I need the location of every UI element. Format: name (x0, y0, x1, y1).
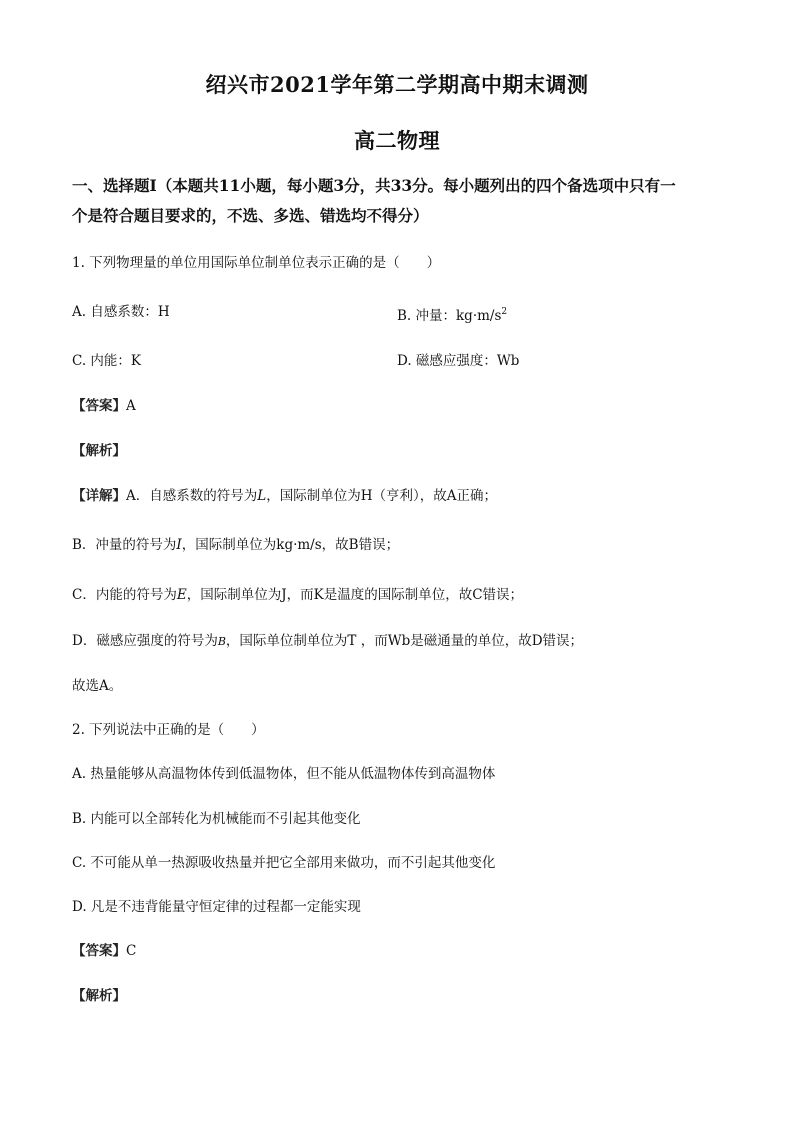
detail-c-text-2: ，国际制单位为J，而K是温度的国际制单位，故C错误； (186, 587, 524, 603)
question-1-analysis-label (72, 441, 126, 461)
question-1-option-d: D. 磁感应强度：Wb (397, 353, 520, 369)
question-1-option-c: C. 内能：K (72, 353, 142, 369)
option-b-superscript: 2 (501, 307, 508, 317)
detail-b-text: B．冲量的符号为 (72, 537, 177, 553)
detail-b-text-2: ，国际制单位为 (181, 537, 277, 553)
symbol-i: I (176, 537, 182, 553)
question-1-stem: 1. 下列物理量的单位用国际单位制单位表示正确的是（ ） (72, 255, 441, 271)
question-1-option-b (397, 302, 507, 326)
symbol-e: E (176, 587, 187, 603)
question-2-option-d: D. 凡是不违背能量守恒定律的过程都一定能实现 (72, 899, 361, 915)
detail-c-text: C．内能的符号为 (72, 587, 177, 603)
question-2-stem: 2. 下列说法中正确的是（ ） (72, 722, 265, 738)
detail-d-text-2: ，国际单位制单位为T ，而Wb是磁通量的单位，故D错误； (225, 633, 584, 649)
unit-kgms: kg·m/s (276, 537, 322, 553)
symbol-b: B (217, 635, 226, 648)
question-2-analysis-label (72, 986, 126, 1006)
question-1-answer (72, 396, 136, 416)
answer-value: C (126, 943, 137, 959)
section-heading-line-1: 一、选择题Ⅰ（本题共11小题，每小题3分，共33分。每小题列出的四个备选项中只有一 (72, 176, 676, 195)
symbol-l: L (257, 488, 267, 504)
detail-b-text-3: ，故B错误； (321, 537, 400, 553)
question-2-answer (72, 941, 136, 961)
answer-value: A (126, 398, 136, 414)
question-2-option-a: A. 热量能够从高温物体传到低温物体，但不能从低温物体传到高温物体 (72, 766, 496, 782)
detail-a-text-2: ，国际制单位为H（亨利），故A正确； (266, 488, 497, 504)
page-subtitle: 高二物理 (354, 128, 440, 153)
question-2-option-c: C. 不可能从单一热源吸收热量并把它全部用来做功，而不引起其他变化 (72, 855, 496, 871)
detail-label: 【详解】 (72, 488, 126, 504)
detail-d-text: D．磁感应强度的符号为 (72, 633, 218, 649)
detail-a-text: A．自感系数的符号为 (126, 488, 258, 504)
answer-label: 【答案】 (72, 398, 126, 414)
question-1-detail-d (72, 631, 583, 652)
question-1-option-a: A. 自感系数：H (72, 304, 170, 320)
question-1-conclusion: 故选A。 (72, 678, 123, 694)
answer-label: 【答案】 (72, 943, 126, 959)
section-heading (72, 171, 722, 231)
page-title: 绍兴市2021学年第二学期高中期末调测 (205, 72, 589, 97)
question-1-detail-b (72, 535, 399, 555)
analysis-label: 【解析】 (72, 443, 126, 459)
option-b-text: B. 冲量：kg·m/s (397, 308, 502, 324)
question-1-detail-a (72, 486, 497, 506)
section-heading-line-2: 个是符合题目要求的，不选、多选、错选均不得分） (72, 206, 429, 225)
question-2-option-b: B. 内能可以全部转化为机械能而不引起其他变化 (72, 811, 361, 827)
question-1-detail-c (72, 585, 523, 605)
analysis-label: 【解析】 (72, 988, 126, 1004)
